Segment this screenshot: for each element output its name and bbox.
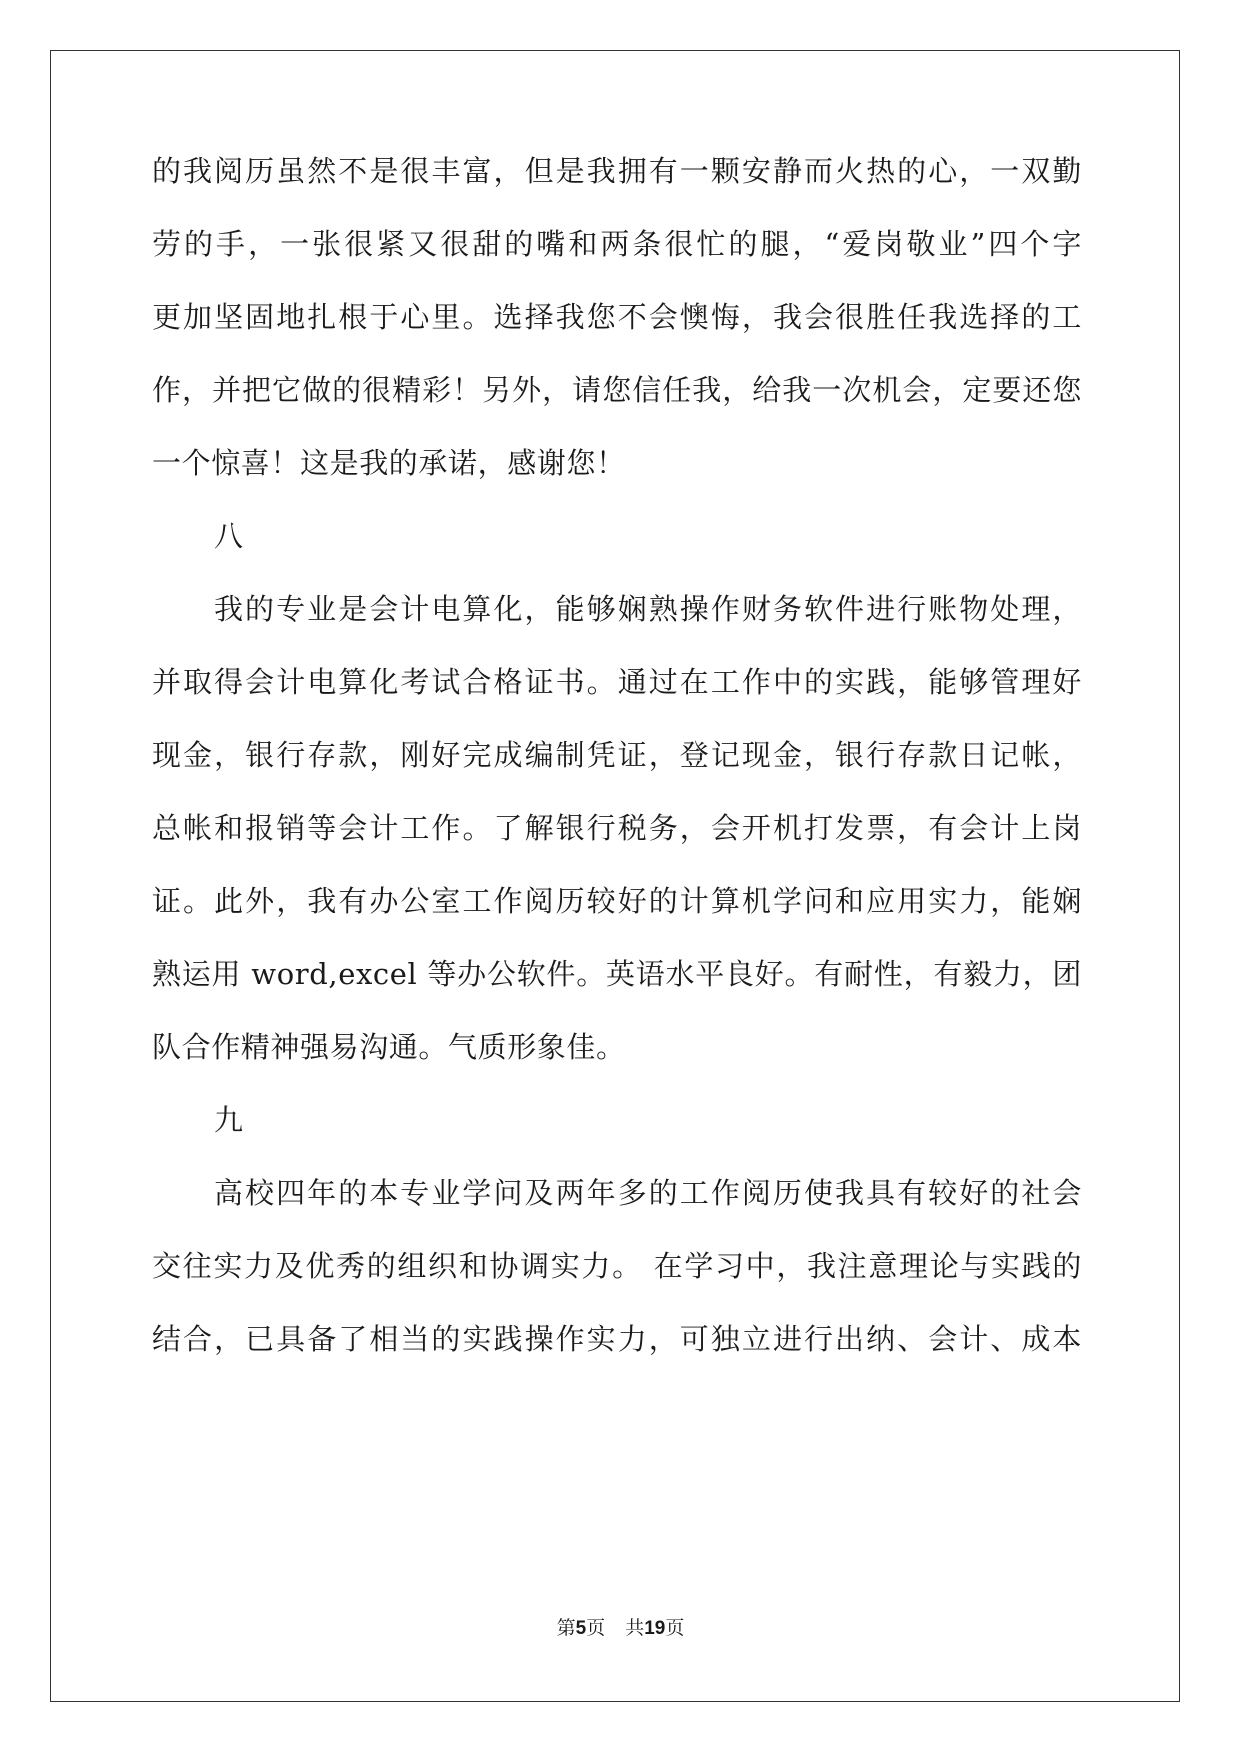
text-line: 熟运用 word,excel 等办公软件。英语水平良好。有耐性，有毅力，团 bbox=[152, 957, 1082, 991]
page-suffix: 页 bbox=[586, 1617, 606, 1639]
text-line: 劳的手，一张很紧又很甜的嘴和两条很忙的腿，“爱岗敬业”四个字 bbox=[152, 227, 1082, 261]
page-prefix: 第 bbox=[556, 1617, 576, 1639]
text-line: 交往实力及优秀的组织和协调实力。 在学习中，我注意理论与实践的 bbox=[152, 1249, 1082, 1283]
text-line: 作，并把它做的很精彩！另外，请您信任我，给我一次机会，定要还您 bbox=[152, 373, 1082, 407]
text-line: 证。此外，我有办公室工作阅历较好的计算机学问和应用实力，能娴 bbox=[152, 884, 1082, 918]
text-line: 我的专业是会计电算化，能够娴熟操作财务软件进行账物处理， bbox=[214, 592, 1082, 626]
text-line: 结合，已具备了相当的实践操作实力，可独立进行出纳、会计、成本 bbox=[152, 1322, 1082, 1356]
text-line: 更加坚固地扎根于心里。选择我您不会懊悔，我会很胜任我选择的工 bbox=[152, 300, 1082, 334]
total-suffix: 页 bbox=[665, 1617, 685, 1639]
text-line: 并取得会计电算化考试合格证书。通过在工作中的实践，能够管理好 bbox=[152, 665, 1082, 699]
total-prefix: 共 bbox=[625, 1617, 645, 1639]
text-line: 一个惊喜！这是我的承诺，感谢您！ bbox=[152, 446, 626, 480]
text-line: 现金，银行存款，刚好完成编制凭证，登记现金，银行存款日记帐， bbox=[152, 738, 1082, 772]
section-heading: 九 bbox=[214, 1103, 244, 1137]
text-line: 高校四年的本专业学问及两年多的工作阅历使我具有较好的社会 bbox=[214, 1176, 1082, 1210]
text-line: 总帐和报销等会计工作。了解银行税务，会开机打发票，有会计上岗 bbox=[152, 811, 1082, 845]
text-line: 的我阅历虽然不是很丰富，但是我拥有一颗安静而火热的心，一双勤 bbox=[152, 154, 1082, 188]
text-line: 队合作精神强易沟通。气质形象佳。 bbox=[152, 1030, 626, 1064]
total-pages: 19 bbox=[644, 1618, 666, 1639]
page-footer bbox=[0, 1616, 1241, 1641]
page-number: 5 bbox=[575, 1618, 587, 1639]
section-heading: 八 bbox=[214, 519, 244, 553]
